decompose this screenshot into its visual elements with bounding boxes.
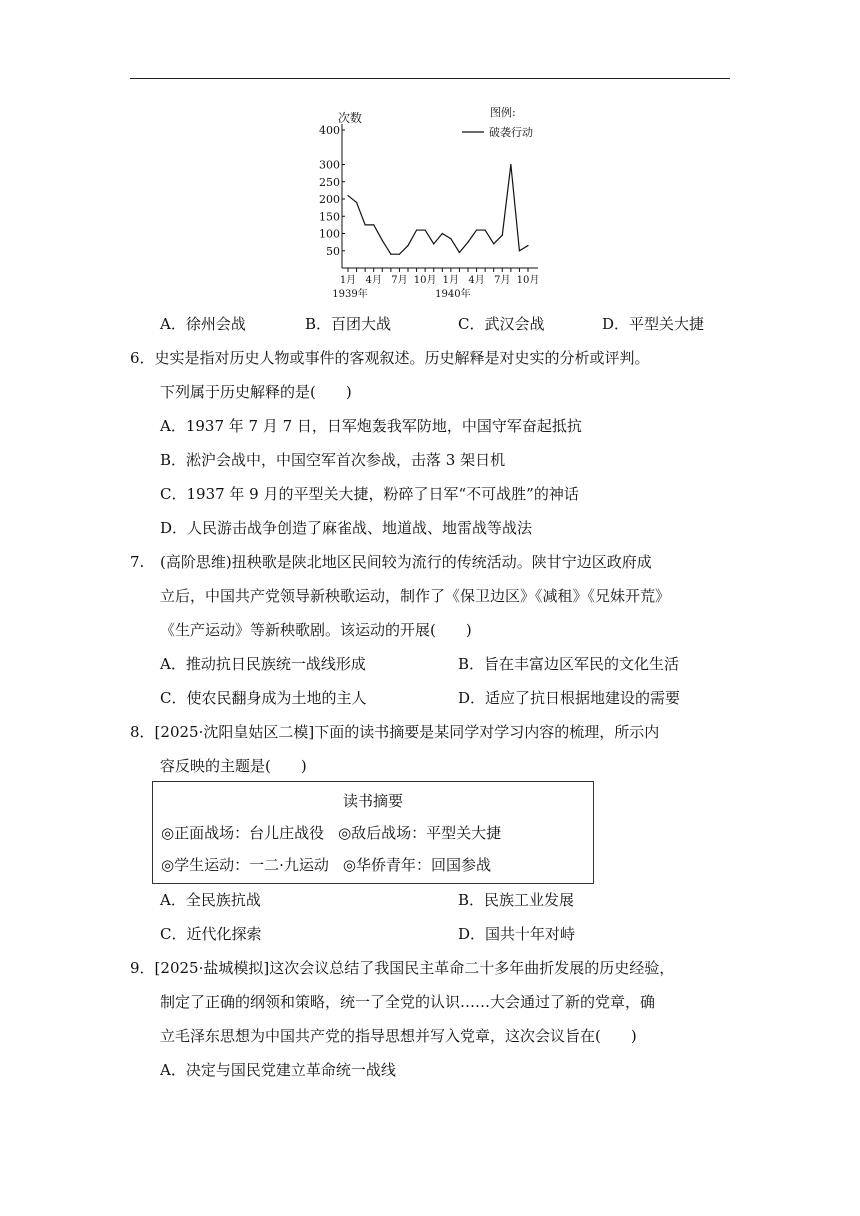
data-point: [485, 229, 486, 230]
x-tick-label: 1月: [339, 275, 357, 286]
data-point: [390, 254, 391, 255]
data-point: [425, 229, 426, 230]
legend-series-name: 破袭行动: [489, 126, 533, 139]
q7-option-b[interactable]: B．旨在丰富边区军民的文化生活: [458, 655, 680, 673]
q9-stem-line2: 制定了正确的纲领和策略，统一了全党的认识……大会通过了新的党章，确: [160, 993, 656, 1011]
q5-option-d[interactable]: D．平型关大捷: [602, 315, 705, 333]
q8-stem-line1: 8．[2025·沈阳皇姑区二模]下面的读书摘要是某同学对学习内容的梳理，所示内: [130, 723, 660, 741]
data-point: [347, 195, 348, 196]
data-point: [365, 224, 366, 225]
q6-option-a[interactable]: A．1937 年 7 月 7 日，日军炮轰我军防地，中国守军奋起抵抗: [160, 417, 582, 435]
y-tick-label: 50: [326, 244, 340, 258]
q6-option-b[interactable]: B．淞沪会战中，中国空军首次参战，击落 3 架日机: [160, 451, 506, 469]
data-point: [467, 242, 468, 243]
q7-option-a[interactable]: A．推动抗日民族统一战线形成: [160, 655, 366, 673]
q8-option-b[interactable]: B．民族工业发展: [458, 891, 575, 909]
q8-stem-line2: 容反映的主题是( ): [160, 757, 307, 775]
q7-stem-line3: 《生产运动》等新秧歌剧。该运动的开展( ): [160, 621, 472, 639]
q7-stem-line1: (高阶思维)扭秧歌是陕北地区民间较为流行的传统活动。陕甘宁边区政府成: [160, 553, 652, 571]
data-point: [476, 229, 477, 230]
box-row-1-left: ◎正面战场：台儿庄战役: [161, 824, 325, 842]
data-point: [527, 245, 528, 246]
data-point: [356, 202, 357, 203]
header-rule: [130, 78, 730, 79]
x-tick-label: 7月: [391, 275, 408, 286]
x-tick-label: 1月: [442, 275, 460, 286]
data-point: [382, 240, 383, 241]
x-tick-label: 4月: [468, 275, 485, 286]
box-row-1: [161, 822, 501, 843]
line-chart: [318, 104, 558, 304]
data-point: [416, 229, 417, 230]
q9-stem-line3: 立毛泽东思想为中国共产党的指导思想并写入党章，这次会议旨在( ): [160, 1027, 637, 1045]
q8-option-a[interactable]: A．全民族抗战: [160, 891, 261, 909]
q5-option-b[interactable]: B．百团大战: [305, 315, 392, 333]
q5-option-a[interactable]: A．徐州会战: [160, 315, 246, 333]
data-point: [407, 245, 408, 246]
data-point: [493, 243, 494, 244]
box-row-2-left: ◎学生运动：一二·九运动: [161, 856, 329, 874]
data-point: [519, 250, 520, 251]
data-point: [510, 164, 511, 165]
q8-option-c[interactable]: C．近代化探索: [160, 925, 262, 943]
x-year-label: 1940年: [435, 289, 471, 300]
data-point: [399, 254, 400, 255]
x-tick-label: 7月: [494, 275, 511, 286]
q7-stem-line2: 立后，中国共产党领导新秧歌运动，制作了《保卫边区》《减租》《兄妹开荒》: [160, 587, 671, 605]
y-tick-label: 300: [319, 158, 340, 172]
data-point: [373, 224, 374, 225]
q5-option-c[interactable]: C．武汉会战: [458, 315, 545, 333]
y-tick-label: 250: [319, 175, 340, 189]
q7-option-c[interactable]: C．使农民翻身成为土地的主人: [160, 689, 367, 707]
q6-stem-line1: 6．史实是指对历史人物或事件的客观叙述。历史解释是对史实的分析或评判。: [130, 349, 650, 367]
data-point: [433, 243, 434, 244]
y-tick-label: 400: [319, 124, 340, 137]
q6-option-c[interactable]: C．1937 年 9 月的平型关大捷，粉碎了日军“不可战胜”的神话: [160, 485, 579, 503]
box-title: 读书摘要: [342, 792, 403, 810]
q7-number: 7.: [130, 553, 145, 571]
x-year-label: 1939年: [332, 289, 368, 300]
data-point: [459, 252, 460, 253]
data-point: [502, 235, 503, 236]
q8-option-d[interactable]: D．国共十年对峙: [458, 925, 576, 943]
y-tick-label: 100: [319, 227, 340, 241]
q9-stem-line1: 9．[2025·盐城模拟]这次会议总结了我国民主革命二十多年曲折发展的历史经验，: [130, 959, 675, 977]
q9-option-a[interactable]: A．决定与国民党建立革命统一战线: [160, 1061, 396, 1079]
x-tick-label: 10月: [516, 275, 540, 286]
data-point: [450, 238, 451, 239]
q6-option-d[interactable]: D．人民游击战争创造了麻雀战、地道战、地雷战等战法: [160, 519, 533, 537]
y-tick-label: 200: [319, 193, 340, 206]
x-tick-label: 10月: [413, 275, 437, 286]
reading-summary-box: [152, 781, 594, 884]
y-tick-label: 150: [319, 210, 340, 224]
q7-option-d[interactable]: D．适应了抗日根据地建设的需要: [458, 689, 681, 707]
series-line-破袭行动: [348, 165, 528, 255]
data-point: [442, 233, 443, 234]
box-row-2-right: ◎华侨青年：回国参战: [342, 856, 491, 874]
x-tick-label: 4月: [365, 275, 382, 286]
box-row-2: [161, 854, 491, 875]
box-row-1-right: ◎敌后战场：平型关大捷: [338, 824, 502, 842]
legend-title: 图例:: [490, 106, 516, 119]
y-axis-label: 次数: [338, 111, 363, 125]
q6-stem-line2: 下列属于历史解释的是( ): [160, 383, 352, 401]
